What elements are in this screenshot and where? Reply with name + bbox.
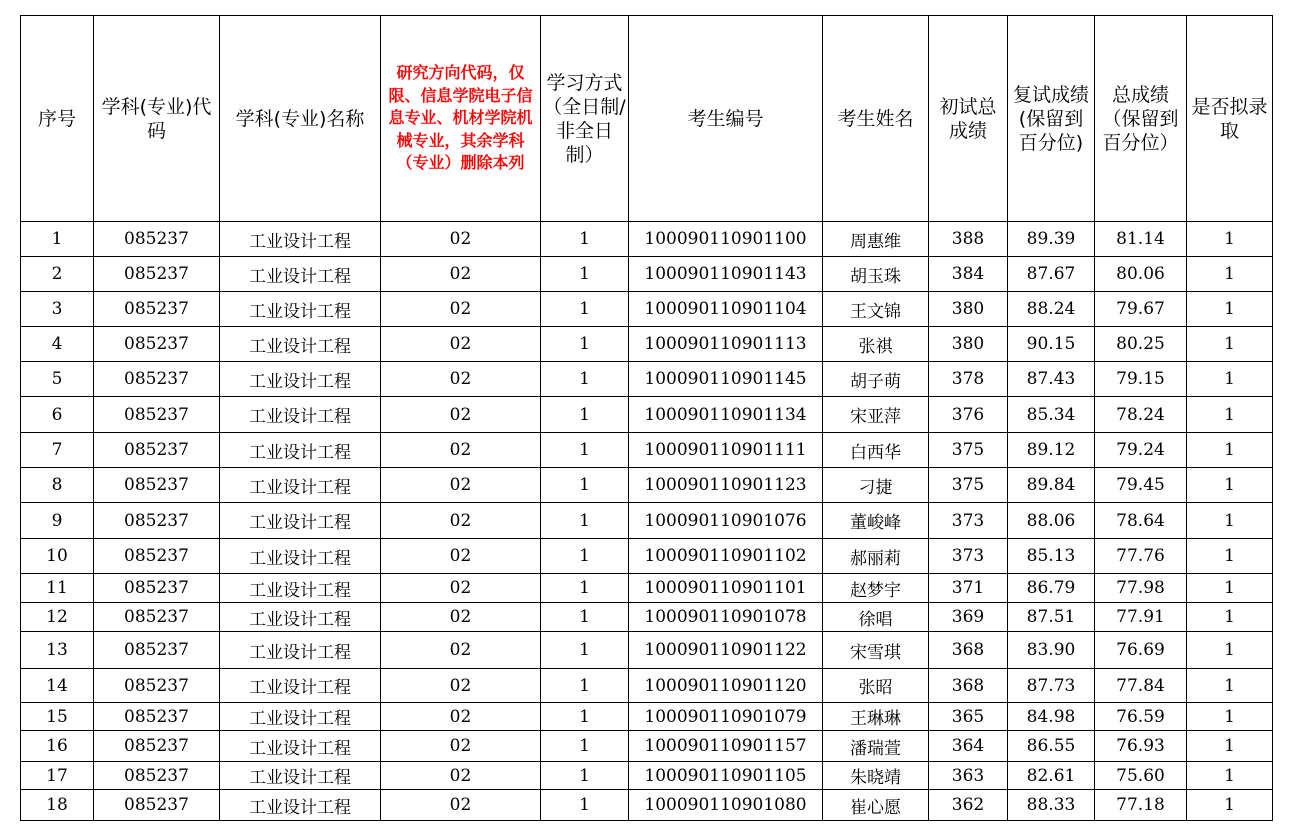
cell-subject-code: 085237 — [94, 292, 220, 327]
cell-index: 14 — [21, 669, 94, 703]
cell-candidate-number: 100090110901122 — [629, 632, 823, 669]
cell-study-mode: 1 — [541, 632, 629, 669]
cell-study-mode: 1 — [541, 790, 629, 821]
cell-total-score: 79.24 — [1095, 433, 1187, 468]
cell-subject-code: 085237 — [94, 257, 220, 292]
cell-retest-score: 84.98 — [1008, 703, 1095, 731]
cell-index: 18 — [21, 790, 94, 821]
header-subject-name: 学科(专业)名称 — [220, 16, 381, 222]
cell-candidate-name: 刁捷 — [823, 468, 929, 503]
cell-direction-code: 02 — [381, 468, 541, 503]
cell-candidate-number: 100090110901157 — [629, 731, 823, 762]
cell-candidate-number: 100090110901079 — [629, 703, 823, 731]
cell-initial-score: 380 — [929, 292, 1008, 327]
cell-study-mode: 1 — [541, 539, 629, 574]
cell-subject-code: 085237 — [94, 222, 220, 257]
cell-candidate-number: 100090110901101 — [629, 574, 823, 603]
table-row — [21, 762, 1273, 790]
cell-study-mode: 1 — [541, 397, 629, 433]
cell-admitted: 1 — [1187, 574, 1273, 603]
cell-candidate-name: 胡玉珠 — [823, 257, 929, 292]
cell-total-score: 76.59 — [1095, 703, 1187, 731]
cell-candidate-name: 胡子萌 — [823, 362, 929, 397]
cell-admitted: 1 — [1187, 468, 1273, 503]
cell-candidate-name: 崔心愿 — [823, 790, 929, 821]
header-total-score: 总成绩（保留到百分位） — [1095, 16, 1187, 222]
cell-subject-name: 工业设计工程 — [220, 731, 381, 762]
cell-candidate-name: 董峻峰 — [823, 503, 929, 539]
cell-subject-code: 085237 — [94, 397, 220, 433]
table-row — [21, 703, 1273, 731]
cell-retest-score: 87.67 — [1008, 257, 1095, 292]
cell-direction-code: 02 — [381, 574, 541, 603]
cell-candidate-number: 100090110901078 — [629, 603, 823, 632]
cell-candidate-number: 100090110901102 — [629, 539, 823, 574]
cell-index: 4 — [21, 327, 94, 362]
cell-candidate-name: 王文锦 — [823, 292, 929, 327]
cell-initial-score: 371 — [929, 574, 1008, 603]
cell-admitted: 1 — [1187, 603, 1273, 632]
table-row — [21, 222, 1273, 257]
cell-direction-code: 02 — [381, 790, 541, 821]
cell-initial-score: 369 — [929, 603, 1008, 632]
cell-retest-score: 89.39 — [1008, 222, 1095, 257]
table-body — [21, 222, 1273, 821]
cell-subject-code: 085237 — [94, 574, 220, 603]
cell-retest-score: 90.15 — [1008, 327, 1095, 362]
cell-candidate-number: 100090110901100 — [629, 222, 823, 257]
cell-total-score: 77.98 — [1095, 574, 1187, 603]
cell-subject-name: 工业设计工程 — [220, 397, 381, 433]
cell-study-mode: 1 — [541, 703, 629, 731]
cell-retest-score: 88.06 — [1008, 503, 1095, 539]
cell-subject-name: 工业设计工程 — [220, 790, 381, 821]
cell-total-score: 80.06 — [1095, 257, 1187, 292]
cell-direction-code: 02 — [381, 222, 541, 257]
table-row — [21, 669, 1273, 703]
cell-index: 12 — [21, 603, 94, 632]
cell-retest-score: 85.13 — [1008, 539, 1095, 574]
cell-index: 5 — [21, 362, 94, 397]
cell-total-score: 76.93 — [1095, 731, 1187, 762]
cell-subject-code: 085237 — [94, 632, 220, 669]
cell-retest-score: 82.61 — [1008, 762, 1095, 790]
cell-total-score: 76.69 — [1095, 632, 1187, 669]
cell-subject-name: 工业设计工程 — [220, 327, 381, 362]
cell-candidate-number: 100090110901104 — [629, 292, 823, 327]
cell-direction-code: 02 — [381, 669, 541, 703]
cell-candidate-number: 100090110901145 — [629, 362, 823, 397]
cell-total-score: 79.67 — [1095, 292, 1187, 327]
cell-index: 8 — [21, 468, 94, 503]
cell-index: 1 — [21, 222, 94, 257]
cell-total-score: 77.84 — [1095, 669, 1187, 703]
header-candidate-number: 考生编号 — [629, 16, 823, 222]
cell-subject-code: 085237 — [94, 731, 220, 762]
cell-admitted: 1 — [1187, 222, 1273, 257]
cell-index: 2 — [21, 257, 94, 292]
cell-direction-code: 02 — [381, 327, 541, 362]
cell-study-mode: 1 — [541, 731, 629, 762]
header-initial-score: 初试总成绩 — [929, 16, 1008, 222]
cell-candidate-name: 宋亚萍 — [823, 397, 929, 433]
header-row — [21, 16, 1273, 222]
cell-admitted: 1 — [1187, 731, 1273, 762]
cell-candidate-number: 100090110901113 — [629, 327, 823, 362]
cell-initial-score: 380 — [929, 327, 1008, 362]
cell-subject-name: 工业设计工程 — [220, 762, 381, 790]
cell-total-score: 78.64 — [1095, 503, 1187, 539]
cell-study-mode: 1 — [541, 669, 629, 703]
header-admitted: 是否拟录取 — [1187, 16, 1273, 222]
cell-retest-score: 87.51 — [1008, 603, 1095, 632]
cell-retest-score: 86.79 — [1008, 574, 1095, 603]
cell-subject-code: 085237 — [94, 790, 220, 821]
table-row — [21, 574, 1273, 603]
cell-retest-score: 83.90 — [1008, 632, 1095, 669]
cell-candidate-name: 朱晓靖 — [823, 762, 929, 790]
cell-direction-code: 02 — [381, 292, 541, 327]
table-row — [21, 632, 1273, 669]
cell-subject-name: 工业设计工程 — [220, 574, 381, 603]
cell-total-score: 79.15 — [1095, 362, 1187, 397]
cell-direction-code: 02 — [381, 632, 541, 669]
cell-retest-score: 87.43 — [1008, 362, 1095, 397]
header-subject-code: 学科(专业)代码 — [94, 16, 220, 222]
cell-subject-name: 工业设计工程 — [220, 703, 381, 731]
cell-admitted: 1 — [1187, 327, 1273, 362]
admission-table — [20, 15, 1273, 821]
cell-total-score: 77.76 — [1095, 539, 1187, 574]
cell-study-mode: 1 — [541, 222, 629, 257]
cell-index: 7 — [21, 433, 94, 468]
table-row — [21, 397, 1273, 433]
table-row — [21, 257, 1273, 292]
cell-initial-score: 373 — [929, 503, 1008, 539]
table-row — [21, 362, 1273, 397]
cell-initial-score: 376 — [929, 397, 1008, 433]
cell-initial-score: 365 — [929, 703, 1008, 731]
cell-initial-score: 375 — [929, 468, 1008, 503]
cell-candidate-number: 100090110901105 — [629, 762, 823, 790]
cell-candidate-number: 100090110901080 — [629, 790, 823, 821]
cell-candidate-number: 100090110901143 — [629, 257, 823, 292]
cell-admitted: 1 — [1187, 362, 1273, 397]
table-row — [21, 503, 1273, 539]
cell-admitted: 1 — [1187, 669, 1273, 703]
cell-candidate-number: 100090110901123 — [629, 468, 823, 503]
cell-candidate-name: 周惠维 — [823, 222, 929, 257]
cell-retest-score: 86.55 — [1008, 731, 1095, 762]
cell-total-score: 77.91 — [1095, 603, 1187, 632]
cell-retest-score: 89.12 — [1008, 433, 1095, 468]
cell-candidate-number: 100090110901134 — [629, 397, 823, 433]
cell-admitted: 1 — [1187, 539, 1273, 574]
cell-study-mode: 1 — [541, 762, 629, 790]
cell-direction-code: 02 — [381, 762, 541, 790]
cell-admitted: 1 — [1187, 433, 1273, 468]
cell-subject-code: 085237 — [94, 433, 220, 468]
cell-candidate-number: 100090110901111 — [629, 433, 823, 468]
cell-index: 16 — [21, 731, 94, 762]
cell-total-score: 78.24 — [1095, 397, 1187, 433]
table-row — [21, 603, 1273, 632]
cell-direction-code: 02 — [381, 703, 541, 731]
cell-initial-score: 368 — [929, 669, 1008, 703]
table-row — [21, 539, 1273, 574]
cell-direction-code: 02 — [381, 397, 541, 433]
header-study-mode: 学习方式（全日制/非全日制） — [541, 16, 629, 222]
cell-index: 6 — [21, 397, 94, 433]
header-retest-score: 复试成绩(保留到百分位) — [1008, 16, 1095, 222]
cell-initial-score: 384 — [929, 257, 1008, 292]
cell-initial-score: 363 — [929, 762, 1008, 790]
cell-candidate-name: 潘瑞萱 — [823, 731, 929, 762]
cell-subject-code: 085237 — [94, 539, 220, 574]
cell-study-mode: 1 — [541, 433, 629, 468]
cell-direction-code: 02 — [381, 603, 541, 632]
cell-initial-score: 375 — [929, 433, 1008, 468]
cell-total-score: 80.25 — [1095, 327, 1187, 362]
cell-subject-code: 085237 — [94, 327, 220, 362]
cell-total-score: 79.45 — [1095, 468, 1187, 503]
cell-subject-name: 工业设计工程 — [220, 362, 381, 397]
table-row — [21, 327, 1273, 362]
cell-candidate-name: 赵梦宇 — [823, 574, 929, 603]
cell-subject-name: 工业设计工程 — [220, 503, 381, 539]
cell-subject-name: 工业设计工程 — [220, 669, 381, 703]
cell-initial-score: 373 — [929, 539, 1008, 574]
cell-subject-code: 085237 — [94, 669, 220, 703]
cell-subject-name: 工业设计工程 — [220, 468, 381, 503]
cell-subject-code: 085237 — [94, 703, 220, 731]
cell-retest-score: 85.34 — [1008, 397, 1095, 433]
cell-subject-code: 085237 — [94, 503, 220, 539]
table-row — [21, 790, 1273, 821]
cell-study-mode: 1 — [541, 362, 629, 397]
cell-total-score: 81.14 — [1095, 222, 1187, 257]
header-research-direction-code: 研究方向代码，仅限、信息学院电子信息专业、机材学院机械专业，其余学科（专业）删除本列 — [381, 16, 541, 222]
cell-index: 13 — [21, 632, 94, 669]
cell-initial-score: 362 — [929, 790, 1008, 821]
cell-index: 9 — [21, 503, 94, 539]
cell-initial-score: 388 — [929, 222, 1008, 257]
cell-candidate-number: 100090110901076 — [629, 503, 823, 539]
cell-subject-name: 工业设计工程 — [220, 603, 381, 632]
cell-total-score: 77.18 — [1095, 790, 1187, 821]
cell-retest-score: 88.24 — [1008, 292, 1095, 327]
table-row — [21, 731, 1273, 762]
cell-study-mode: 1 — [541, 292, 629, 327]
cell-subject-code: 085237 — [94, 762, 220, 790]
cell-retest-score: 89.84 — [1008, 468, 1095, 503]
cell-initial-score: 368 — [929, 632, 1008, 669]
cell-subject-code: 085237 — [94, 468, 220, 503]
cell-direction-code: 02 — [381, 362, 541, 397]
cell-admitted: 1 — [1187, 762, 1273, 790]
table-row — [21, 292, 1273, 327]
cell-admitted: 1 — [1187, 257, 1273, 292]
cell-subject-code: 085237 — [94, 603, 220, 632]
cell-admitted: 1 — [1187, 703, 1273, 731]
cell-candidate-name: 张祺 — [823, 327, 929, 362]
table-row — [21, 433, 1273, 468]
cell-direction-code: 02 — [381, 539, 541, 574]
cell-study-mode: 1 — [541, 468, 629, 503]
cell-candidate-name: 张昭 — [823, 669, 929, 703]
cell-index: 15 — [21, 703, 94, 731]
cell-initial-score: 364 — [929, 731, 1008, 762]
cell-study-mode: 1 — [541, 327, 629, 362]
cell-direction-code: 02 — [381, 731, 541, 762]
cell-direction-code: 02 — [381, 503, 541, 539]
cell-subject-name: 工业设计工程 — [220, 257, 381, 292]
cell-study-mode: 1 — [541, 574, 629, 603]
cell-index: 11 — [21, 574, 94, 603]
cell-candidate-name: 徐唱 — [823, 603, 929, 632]
cell-candidate-number: 100090110901120 — [629, 669, 823, 703]
cell-candidate-name: 宋雪琪 — [823, 632, 929, 669]
cell-admitted: 1 — [1187, 292, 1273, 327]
cell-study-mode: 1 — [541, 603, 629, 632]
cell-study-mode: 1 — [541, 257, 629, 292]
cell-subject-name: 工业设计工程 — [220, 539, 381, 574]
cell-admitted: 1 — [1187, 632, 1273, 669]
cell-admitted: 1 — [1187, 503, 1273, 539]
cell-index: 17 — [21, 762, 94, 790]
header-candidate-name: 考生姓名 — [823, 16, 929, 222]
cell-index: 10 — [21, 539, 94, 574]
cell-candidate-name: 白西华 — [823, 433, 929, 468]
cell-subject-name: 工业设计工程 — [220, 292, 381, 327]
cell-initial-score: 378 — [929, 362, 1008, 397]
cell-index: 3 — [21, 292, 94, 327]
table-row — [21, 468, 1273, 503]
cell-subject-name: 工业设计工程 — [220, 632, 381, 669]
cell-direction-code: 02 — [381, 433, 541, 468]
cell-total-score: 75.60 — [1095, 762, 1187, 790]
cell-admitted: 1 — [1187, 397, 1273, 433]
cell-candidate-name: 郝丽莉 — [823, 539, 929, 574]
cell-subject-name: 工业设计工程 — [220, 433, 381, 468]
cell-subject-code: 085237 — [94, 362, 220, 397]
header-index: 序号 — [21, 16, 94, 222]
cell-study-mode: 1 — [541, 503, 629, 539]
cell-admitted: 1 — [1187, 790, 1273, 821]
cell-subject-name: 工业设计工程 — [220, 222, 381, 257]
cell-retest-score: 87.73 — [1008, 669, 1095, 703]
cell-candidate-name: 王琳琳 — [823, 703, 929, 731]
cell-direction-code: 02 — [381, 257, 541, 292]
cell-retest-score: 88.33 — [1008, 790, 1095, 821]
